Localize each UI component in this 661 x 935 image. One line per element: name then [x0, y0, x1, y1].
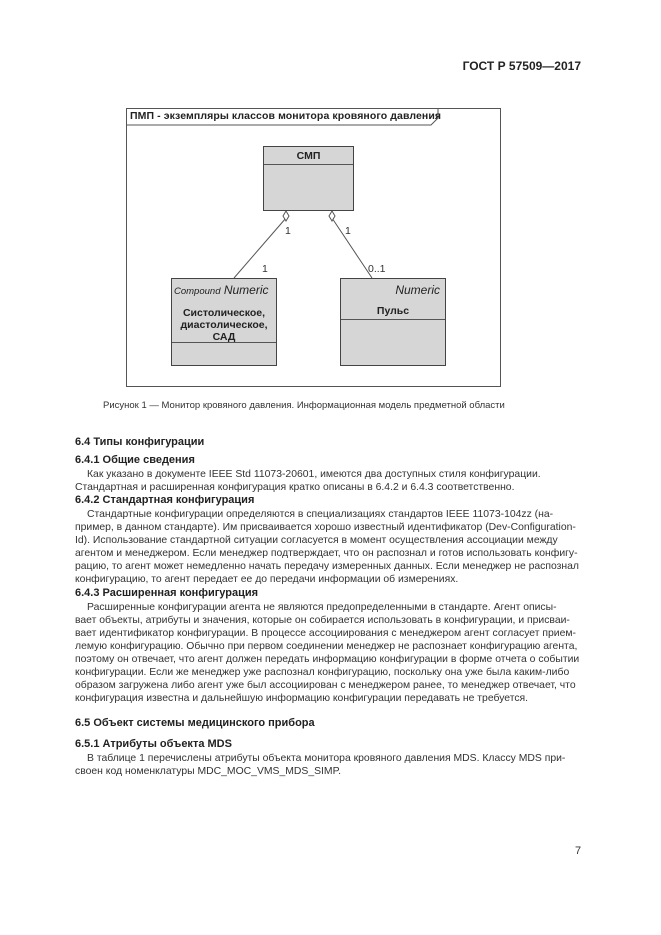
aggregation-diamond-icon: [329, 211, 335, 221]
text-line: вает объекты, атрибуты и значения, которые он собирается использовать в конфигурации, и присваи-: [75, 615, 570, 626]
class-numeric-label: Numeric: [223, 283, 269, 297]
text-line: конфигурацию, то агент передает ее до передачи информации об измерениях.: [75, 574, 459, 585]
text-line: конфигурации. Если же менеджер уже распознал конфигурацию, поскольку она уже была каким-либо: [75, 667, 570, 678]
text-line: Расширенные конфигурации агента не являются предопределенными в стандарте. Агент описы-: [87, 602, 557, 613]
class-compound-numeric-body: [172, 307, 276, 343]
heading-6-4: 6.4 Типы конфигурации: [75, 436, 205, 448]
heading-6-5: 6.5 Объект системы медицинского прибора: [75, 717, 315, 729]
class-divider: [172, 342, 276, 343]
heading-6-4-2: 6.4.2 Стандартная конфигурация: [75, 494, 255, 506]
heading-6-4-1: 6.4.1 Общие сведения: [75, 454, 195, 466]
paragraph-6-4-3: [75, 601, 583, 705]
class-smp-name: СМП: [296, 150, 321, 162]
text-line: Стандартные конфигурации определяются в специализациях стандартов IEEE 11073-104zz (на-: [87, 509, 554, 520]
text-line: агентом и менеджером. Если менеджер подтверждает, что он распознал и готов использовать конфигу-: [75, 548, 578, 559]
heading-6-5-1: 6.5.1 Атрибуты объекта MDS: [75, 738, 232, 750]
figure-caption: Рисунок 1 — Монитор кровяного давления. Информационная модель предметной области: [103, 400, 505, 411]
paragraph-6-4-1: [75, 468, 583, 494]
standard-number: ГОСТ Р 57509—2017: [462, 59, 581, 73]
heading-6-4-3: 6.4.3 Расширенная конфигурация: [75, 587, 259, 599]
text-line: поэтому он отвечает, что агент должен передать информацию конфигурации в форме отчета о событии: [75, 654, 580, 665]
paragraph-6-4-2: [75, 508, 583, 586]
class-numeric: [340, 278, 446, 366]
class-smp: [263, 146, 354, 211]
body-line: САД: [212, 331, 236, 343]
text-line: конфигурация известна и дальнейшую информацию конфигурации передавать не требуется.: [75, 693, 529, 704]
mult-left-top: 1: [285, 225, 291, 237]
mult-right-top: 1: [345, 225, 351, 237]
page-number: 7: [575, 845, 582, 857]
text-line: В таблице 1 перечислены атрибуты объекта монитора кровяного давления MDS. Классу MDS при-: [87, 753, 566, 764]
paragraph-6-5-1: [75, 752, 583, 778]
mult-right-bottom: 0..1: [368, 263, 386, 275]
frame-title: ПМП - экземпляры классов монитора кровяного давления: [130, 110, 442, 122]
text-line: вает идентификатор конфигурации. В процессе ассоциирования с менеджером агент согласует прием-: [75, 628, 576, 639]
text-line: своен код номенклатуры MDC_MOC_VMS_MDS_SIMP.: [75, 766, 342, 777]
body-line: диастолическое,: [180, 319, 268, 331]
class-divider: [264, 164, 353, 165]
body-line: Систолическое,: [182, 307, 266, 319]
text-line: рацию, то агент может немедленно начать передачу измеренных данных. Если менеджер не распознал: [75, 561, 579, 572]
text-line: образом загружена либо агент уже был ассоциирован с менеджером ранее, то менеджер отвечает, что: [75, 680, 576, 691]
text-line: пример, в данном стандарте). Им присваивается хорошо известный идентификатор (Dev-Configuration-: [75, 522, 576, 533]
text-line: Id). Использование стандартной ситуации согласуется в момент осуществления ассоциации между: [75, 535, 558, 546]
class-compound-numeric: [171, 278, 277, 366]
mult-left-bottom: 1: [262, 263, 268, 275]
class-numeric-title: Numeric: [395, 283, 440, 297]
class-compound-numeric-title: [174, 283, 269, 297]
class-numeric-body: Пульс: [376, 305, 410, 317]
text-line: лемую конфигурацию. Обычно при первом соединении менеджер не распознает конфигурацию агента,: [75, 641, 578, 652]
class-compound-label: Compound: [174, 286, 221, 297]
aggregation-diamond-icon: [283, 211, 289, 221]
text-line: Как указано в документе IEEE Std 11073-20601, имеются два доступных стиля конфигурации.: [87, 469, 541, 480]
text-line: Стандартная и расширенная конфигурация кратко описаны в 6.4.2 и 6.4.3 соответственно.: [75, 482, 515, 493]
class-divider: [341, 319, 445, 320]
